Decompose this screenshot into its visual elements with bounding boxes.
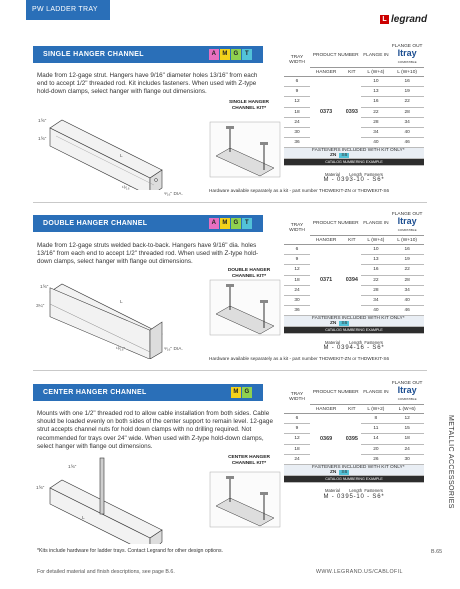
material-badges	[209, 218, 252, 229]
catalog-legend: Material Length Fasteners	[325, 172, 383, 177]
table-row: 24 28 34	[284, 117, 424, 127]
dim-hole-offset: ¹³⁄₁₆"	[116, 347, 126, 352]
badge-t: T	[242, 49, 252, 60]
badge-a: A	[209, 218, 219, 229]
footer-link[interactable]: WWW.LEGRAND.US/CABLOFIL	[316, 569, 403, 575]
table-row: 6 0373 0393 10 16	[284, 77, 424, 87]
table-row: 6 0371 0394 10 16	[284, 245, 424, 255]
table-center: TRAY WIDTH PRODUCT NUMBER FLANGE IN FLANGE OUT Itray COMPATIBLE HANGER KIT L (W+2) L (W+6) 6 0369 0395 8 12 9 11 15 12 14 18 18 20 24 24 26 30 FASTENERS INCLUDED WITH KIT ONLY*ZN S6 CATALOG NUMBERING EXAMPLE	[284, 381, 424, 483]
table-row: 9 13 19	[284, 255, 424, 265]
section-title-center: CENTER HANGER CHANNEL M G	[33, 384, 263, 401]
section-title-double: DOUBLE HANGER CHANNEL A M G T	[33, 215, 263, 232]
dim-height: 3¼"	[36, 304, 45, 309]
itray-logo: Itray COMPATIBLE	[397, 48, 417, 64]
footnote: *Kits include hardware for ladder trays. Contact Legrand for other design options.	[37, 548, 223, 554]
description-double: Made from 12-gage struts welded back-to-back. Hangers have 9/16" dia. holes 13/16" from each end to accept 1/2" threaded rod. When used with Z-type hold-down clamps, select hanger with flange out dimensions.	[37, 242, 259, 266]
section-tab: PW LADDER TRAY	[26, 0, 110, 20]
description-single: Made from 12-gage strut. Hangers have 9/16" diameter holes 13/16" from each end to accept 1/2" threaded rod. Kit includes fasteners. When used with Z-type hold-down clamps, select hanger with flange out dimensions.	[37, 72, 258, 96]
logo-mark-icon: L	[380, 15, 389, 24]
table-row: 30 34 40	[284, 127, 424, 137]
catalog-legend: Material Length Fasteners	[325, 488, 383, 493]
table-row: 30 34 40	[284, 295, 424, 305]
kit-label-center: CENTER HANGER CHANNEL KIT*	[228, 455, 270, 466]
dim-length: L	[120, 154, 123, 159]
badge-g: G	[242, 387, 252, 398]
side-label: METALLIC ACCESSORIES	[447, 415, 454, 509]
legrand-logo: L legrand	[380, 14, 427, 25]
divider	[33, 202, 427, 203]
dim-height: 1⅝"	[38, 119, 47, 124]
table-row: 18 22 28	[284, 107, 424, 117]
dim-length: L	[82, 516, 85, 521]
section-title-single: SINGLE HANGER CHANNEL A M G T	[33, 46, 263, 63]
material-badges	[209, 49, 252, 60]
badge-m: M	[220, 49, 230, 60]
dim-hole-dia: ⁹⁄₁₆" DIA.	[164, 347, 183, 352]
catalog-code-single: M - 0393-10 - S6*	[323, 177, 385, 183]
table-row: 36 40 46	[284, 138, 424, 148]
dim-height: 1⅝"	[36, 486, 45, 491]
description-center: Mounts with one 1/2" threaded rod to allow cable installation from both sides. Cable should be loaded evenly on both sides of the center support to remain level. 12-gage strut accepts channel nuts for hold down clamps with no drilling required. Not recommended for trays over 24" wide. When used with Z-type hold-down clamps, select hanger with flange out dimensions.	[37, 410, 273, 450]
itray-logo: Itray COMPATIBLE	[397, 385, 417, 401]
badge-g: G	[231, 218, 241, 229]
hardware-note-single: Hardware available separately as a kit - part number THDWEKIT-ZN or THDWEKIT-S6	[209, 188, 390, 193]
badge-m: M	[220, 218, 230, 229]
dim-length: L	[120, 300, 123, 305]
dim-hole-dia: ⁹⁄₁₆" DIA.	[164, 192, 183, 197]
table-row: 9 11 15	[284, 424, 424, 434]
divider	[33, 370, 427, 371]
kit-label-single: SINGLE HANGER CHANNEL KIT*	[229, 100, 269, 111]
table-row: 12 16 22	[284, 265, 424, 275]
catalog-code-double: M - 0394-16 - S6*	[323, 345, 385, 351]
badge-m: M	[231, 387, 241, 398]
itray-logo: Itray COMPATIBLE	[397, 216, 417, 232]
dim-width: 1⅝"	[68, 465, 77, 470]
dim-width: 1⅝"	[38, 137, 47, 142]
table-row: 9 13 19	[284, 87, 424, 97]
material-badges	[231, 387, 252, 398]
hardware-note-double: Hardware available separately as a kit - part number THDWEKIT-ZN or THDWEKIT-S6	[209, 356, 390, 361]
dim-width: 1⅝"	[40, 285, 49, 290]
page-header	[0, 0, 460, 38]
table-row: 6 0369 0395 8 12	[284, 414, 424, 424]
badge-g: G	[231, 49, 241, 60]
page-number: B.65	[431, 549, 443, 555]
kit-label-double: DOUBLE HANGER CHANNEL KIT*	[227, 268, 271, 279]
catalog-legend: Material Length Fasteners	[325, 340, 383, 345]
table-single: TRAY WIDTH PRODUCT NUMBER FLANGE IN FLANGE OUT Itray COMPATIBLE HANGER KIT L (W+4) L (W+10) 6 0373 0393 10 16 9 13 19 12 16 22 18 22 28 24 28 34 30 34 40 36 40 46 FASTENERS INCLUDED WITH KIT ONLY*ZN S6 CATALOG NUMBERING EXAMPLE	[284, 44, 424, 166]
table-row: 12 14 18	[284, 434, 424, 444]
dim-hole-offset: ¹³⁄₁₆"	[122, 186, 132, 191]
badge-a: A	[209, 49, 219, 60]
table-row: 36 40 46	[284, 306, 424, 316]
table-row: 12 16 22	[284, 97, 424, 107]
footer-left: For detailed material and finish descriptions, see page B.6.	[37, 569, 175, 575]
table-double: TRAY WIDTH PRODUCT NUMBER FLANGE IN FLANGE OUT Itray COMPATIBLE HANGER KIT L (W+4) L (W+10) 6 0371 0394 10 16 9 13 19 12 16 22 18 22 28 24 28 34 30 34 40 36 40 46 FASTENERS INCLUDED WITH KIT ONLY*ZN S6 CATALOG NUMBERING EXAMPLE	[284, 212, 424, 334]
table-row: 18 22 28	[284, 275, 424, 285]
single-hanger-drawing	[34, 100, 284, 190]
table-row: 24 26 30	[284, 454, 424, 464]
table-row: 18 20 24	[284, 444, 424, 454]
catalog-code-center: M - 0395-10 - S6*	[323, 494, 385, 500]
table-row: 24 28 34	[284, 285, 424, 295]
badge-t: T	[242, 218, 252, 229]
